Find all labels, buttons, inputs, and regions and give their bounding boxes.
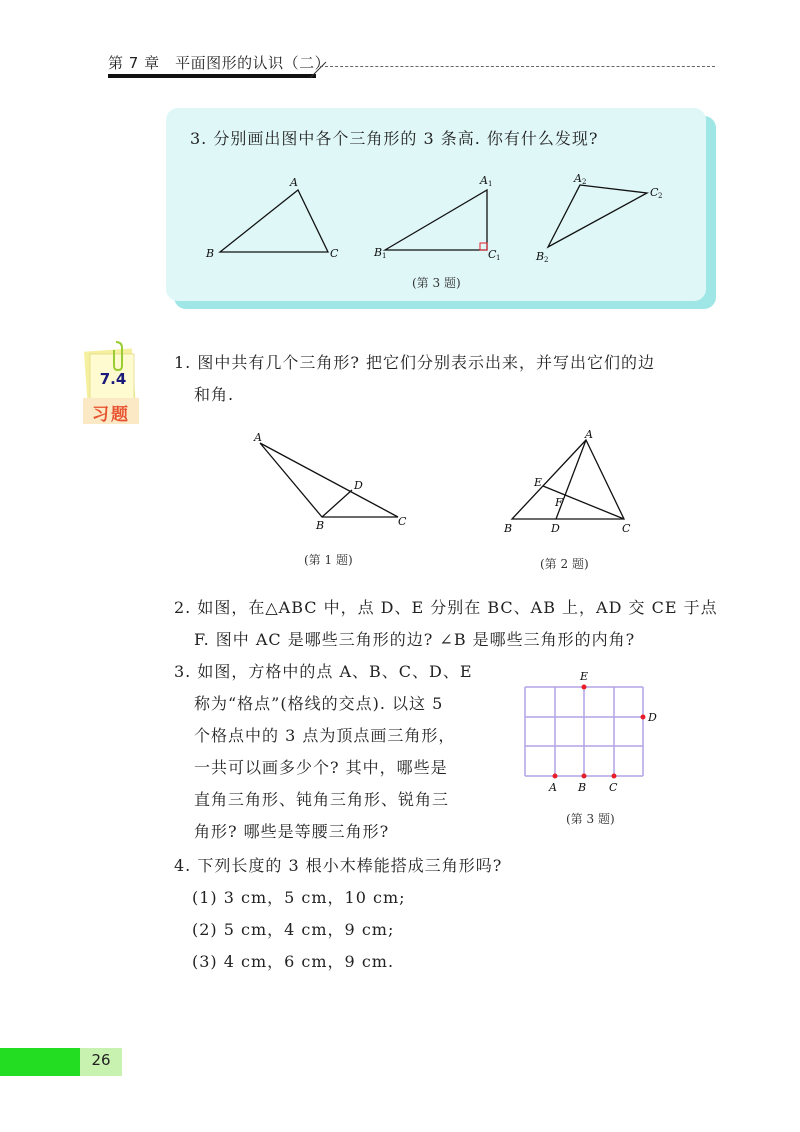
grid-caption: (第 3 题) [566, 812, 615, 826]
label-b2: B [536, 250, 545, 263]
fig2-label-d: D [551, 522, 560, 535]
exercise-3-line-2: 称为“格点”(格线的交点). 以这 5 [194, 694, 444, 713]
label-b1: B [374, 246, 383, 259]
badge-label: 习题 [92, 405, 130, 425]
grid-label-e: E [580, 670, 589, 683]
think-caption: (第 3 题) [412, 276, 461, 290]
svg-text:1: 1 [382, 252, 387, 260]
label-c: C [330, 247, 339, 260]
svg-text:2: 2 [658, 192, 663, 200]
grid-label-c: C [609, 781, 618, 794]
exercise-4-option-1: (1) 3 cm，5 cm，10 cm; [192, 888, 406, 907]
label-a2: A [574, 172, 582, 185]
exercise-4: 4. 下列长度的 3 根小木棒能搭成三角形吗? [174, 856, 503, 875]
grid-point-c [612, 774, 617, 779]
fig1-label-d: D [354, 479, 363, 492]
exercise-1-line-1: 1. 图中共有几个三角形? 把它们分别表示出来，并写出它们的边 [174, 353, 656, 372]
fig2-label-a: A [585, 428, 593, 441]
grid-label-b: B [578, 781, 587, 794]
label-b: B [206, 247, 215, 260]
fig2-label-b: B [504, 522, 513, 535]
grid-label-a: A [549, 781, 557, 794]
think-triangle-3 [530, 165, 680, 270]
grid-point-e [582, 685, 587, 690]
exercise-3-line-5: 直角三角形、钝角三角形、锐角三 [194, 790, 450, 809]
fig1-label-c: C [398, 515, 407, 528]
fig2-label-f: F [555, 496, 563, 509]
grid-point-b [582, 774, 587, 779]
exercise-3-line-1: 3. 如图，方格中的点 A、B、C、D、E [174, 662, 473, 681]
exercise-2-line-2: F. 图中 AC 是哪些三角形的边? ∠B 是哪些三角形的内角? [194, 630, 636, 649]
fig1-label-a: A [254, 431, 262, 444]
figure-2 [498, 424, 648, 539]
grid-label-d: D [648, 711, 657, 724]
label-a: A [290, 176, 298, 189]
exercise-4-option-2: (2) 5 cm，4 cm，9 cm; [192, 920, 395, 939]
figure-2-caption: (第 2 题) [540, 557, 589, 571]
svg-text:1: 1 [488, 180, 493, 188]
footer-green-bar [0, 1048, 80, 1076]
exercise-3-line-4: 一共可以画多少个? 其中，哪些是 [194, 758, 448, 777]
fig2-label-c: C [622, 522, 631, 535]
figure-1-caption: (第 1 题) [304, 553, 353, 567]
think-question: 3. 分别画出图中各个三角形的 3 条高. 你有什么发现? [190, 129, 599, 148]
grid-figure [515, 665, 665, 800]
label-a1: A [480, 174, 488, 187]
svg-text:2: 2 [582, 178, 587, 186]
exercise-1-line-2: 和角. [194, 385, 235, 404]
header-dashed-rule [320, 66, 715, 67]
think-triangle-1 [200, 170, 350, 270]
grid-point-d [641, 715, 646, 720]
chapter-title: 第 7 章 平面图形的认识（二） [108, 54, 331, 72]
header-slash [308, 60, 330, 80]
badge-number: 7.4 [99, 370, 127, 388]
label-c2: C [650, 186, 659, 199]
exercise-3-line-3: 个格点中的 3 点为顶点画三角形， [194, 726, 456, 745]
header-underline [108, 74, 316, 78]
exercise-2-line-1: 2. 如图，在△ABC 中，点 D、E 分别在 BC、AB 上，AD 交 CE 于点 [174, 598, 718, 617]
exercise-3-line-6: 角形? 哪些是等腰三角形? [194, 822, 390, 841]
svg-text:2: 2 [544, 256, 549, 264]
svg-text:1: 1 [496, 254, 501, 262]
label-c1: C [488, 248, 497, 261]
exercise-4-option-3: (3) 4 cm，6 cm，9 cm. [192, 952, 395, 971]
figure-1 [248, 425, 428, 540]
page-number: 26 [91, 1051, 111, 1069]
think-triangle-2 [370, 170, 510, 270]
fig1-label-b: B [316, 519, 325, 532]
fig2-label-e: E [534, 476, 543, 489]
grid-point-a [553, 774, 558, 779]
